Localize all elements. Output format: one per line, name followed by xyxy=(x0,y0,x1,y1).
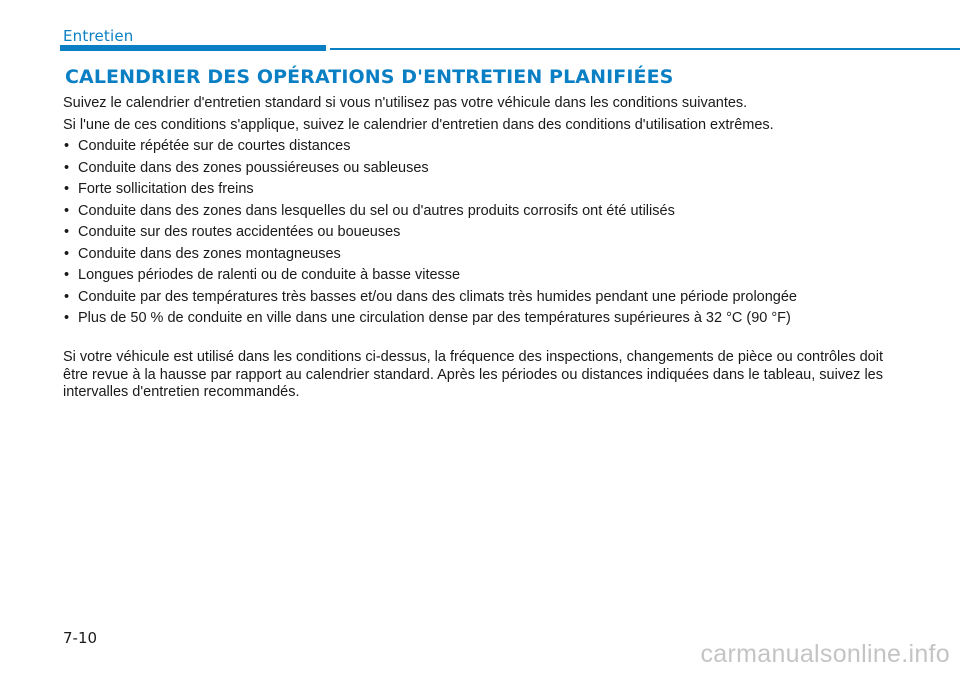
conditions-list xyxy=(63,136,883,330)
page-title: CALENDRIER DES OPÉRATIONS D'ENTRETIEN PLANIFIÉES xyxy=(65,66,674,88)
bullet-icon: • xyxy=(64,138,70,154)
condition-text: Conduite dans des zones poussiéreuses ou sableuses xyxy=(78,159,429,176)
condition-text: Longues périodes de ralenti ou de conduite à basse vitesse xyxy=(78,267,461,283)
condition-item xyxy=(63,308,883,330)
condition-item xyxy=(63,201,883,223)
header-accent-bar xyxy=(60,45,326,51)
header-rule xyxy=(330,48,960,50)
bullet-icon: • xyxy=(64,310,70,326)
bullet-icon: • xyxy=(64,224,70,240)
condition-item xyxy=(63,158,883,180)
condition-text: Conduite dans des zones dans lesquelles du sel ou d'autres produits corrosifs ont été utilisés xyxy=(78,202,675,219)
condition-item xyxy=(63,222,883,244)
condition-text: Conduite répétée sur de courtes distances xyxy=(78,138,351,154)
bullet-icon: • xyxy=(64,245,70,262)
section-label: Entretien xyxy=(63,27,134,45)
bullet-icon: • xyxy=(64,202,70,219)
condition-text: Conduite sur des routes accidentées ou boueuses xyxy=(78,224,401,240)
condition-item xyxy=(63,265,883,287)
intro-paragraph-1: Suivez le calendrier d'entretien standard si vous n'utilisez pas votre véhicule dans les conditions suivantes. xyxy=(63,95,748,111)
condition-text: Plus de 50 % de conduite en ville dans une circulation dense par des températures supérieures à 32 °C (90 °F) xyxy=(78,310,791,326)
bullet-icon: • xyxy=(64,159,70,176)
condition-item xyxy=(63,136,883,158)
condition-item xyxy=(63,287,883,309)
page-number: 7-10 xyxy=(63,629,98,647)
bullet-icon: • xyxy=(64,181,70,197)
condition-text: Conduite par des températures très basses et/ou dans des climats très humides pendant une période prolongée xyxy=(78,288,797,305)
condition-item xyxy=(63,244,883,266)
condition-item xyxy=(63,179,883,201)
condition-text: Forte sollicitation des freins xyxy=(78,181,254,197)
watermark-text: carmanualsonline.info xyxy=(700,640,950,668)
bullet-icon: • xyxy=(64,288,70,305)
condition-text: Conduite dans des zones montagneuses xyxy=(78,245,341,262)
intro-paragraph-2: Si l'une de ces conditions s'applique, suivez le calendrier d'entretien dans des conditions d'utilisation extrêmes. xyxy=(63,116,774,133)
main-content xyxy=(63,93,883,330)
bullet-icon: • xyxy=(64,267,70,283)
conclusion-paragraph: Si votre véhicule est utilisé dans les conditions ci-dessus, la fréquence des inspections, changements de pièce ou contrôles doit être revue à la hausse par rapport au calendrier standard. Après les périodes ou distances indiquées dans le tableau, suivez les intervalles d'entretien recommandés. xyxy=(63,349,883,400)
